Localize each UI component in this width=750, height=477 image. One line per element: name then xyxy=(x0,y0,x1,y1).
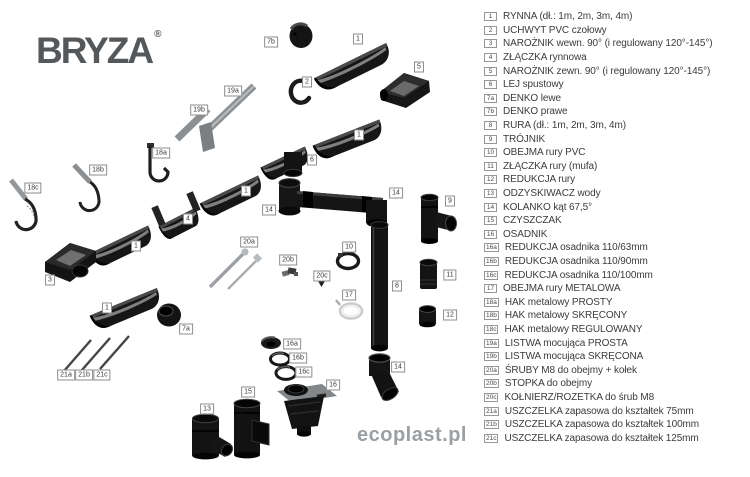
legend-item-number: 5 xyxy=(484,67,497,76)
legend-item-number: 15 xyxy=(484,216,497,225)
part-m8-screws-20a xyxy=(210,248,262,289)
part-spare-gaskets-21 xyxy=(64,336,129,371)
legend-item-label: ŚRUBY M8 do obejmy + kołek xyxy=(504,364,637,376)
legend-item-label: OBEJMA rury PVC xyxy=(503,147,586,159)
legend-item-number: 14 xyxy=(484,203,497,212)
legend-item-label: HAK metalowy PROSTY xyxy=(504,296,613,308)
diagram-callout-7b: 7b xyxy=(264,37,278,48)
legend-item-number: 20b xyxy=(486,380,497,388)
legend-item-number: 12 xyxy=(484,175,497,184)
legend-item-number: 17 xyxy=(484,284,497,293)
legend-item-21a xyxy=(484,404,748,418)
legend-item-number: 16 xyxy=(484,230,497,239)
legend-item-label: NAROŻNIK wewn. 90° (i regulowany 120°-145°) xyxy=(503,38,713,50)
legend-item-label: HAK metalowy REGULOWANY xyxy=(504,323,643,335)
part-end-cap-right-7b xyxy=(290,24,313,48)
legend-item-number: 13 xyxy=(484,189,497,198)
diagram-callout-9: 9 xyxy=(445,196,455,207)
part-pvc-pipe-clamp-10 xyxy=(338,253,359,269)
legend-item-number: 3 xyxy=(484,39,497,48)
diagram-callout-21a: 21a xyxy=(57,370,75,381)
part-gutter-1-middle xyxy=(199,175,266,219)
part-clamp-foot-20b xyxy=(282,267,298,276)
part-rosette-20c xyxy=(318,281,325,287)
legend-item-number: 16a xyxy=(486,244,497,252)
part-metal-pipe-clamp-17 xyxy=(336,300,362,319)
diagram-callout-21c: 21c xyxy=(93,370,110,381)
legend-item-number: 20a xyxy=(486,366,497,374)
legend-item-1 xyxy=(484,10,748,24)
diagram-callout-20b: 20b xyxy=(279,255,297,266)
diagram-callout-6: 6 xyxy=(307,155,317,166)
legend-item-16 xyxy=(484,228,748,242)
legend-item-number: 21c xyxy=(486,434,497,442)
diagram-callout-2: 2 xyxy=(302,77,312,88)
part-trap-reducer-16c xyxy=(276,367,296,380)
legend-item-12 xyxy=(484,173,748,187)
part-gutter-1-bottom xyxy=(89,288,164,332)
part-pipe-reducer-12 xyxy=(419,306,436,328)
legend-item-7a xyxy=(484,92,748,106)
legend-item-5 xyxy=(484,64,748,78)
legend-item-number: 8 xyxy=(484,121,497,130)
diagram-callout-4: 4 xyxy=(183,214,193,225)
diagram-callout-16b: 16b xyxy=(289,353,307,364)
legend-item-label: REDUKCJA rury xyxy=(503,174,576,186)
legend-item-number: 7a xyxy=(484,94,497,103)
legend-item-15 xyxy=(484,214,748,228)
legend-item-7b xyxy=(484,105,748,119)
brand-logo-text: BRYZA xyxy=(36,30,153,71)
legend-item-label: RURA (dł.: 1m, 2m, 3m, 4m) xyxy=(503,120,626,132)
diagram-callout-14: 14 xyxy=(262,205,276,216)
legend-item-number: 19a xyxy=(486,339,497,347)
legend-item-20c xyxy=(484,391,748,405)
legend-item-label: LEJ spustowy xyxy=(503,79,564,91)
legend-item-14 xyxy=(484,200,748,214)
legend-item-21c xyxy=(484,431,748,445)
diagram-callout-17: 17 xyxy=(342,290,356,301)
diagram-callout-18a: 18a xyxy=(152,148,170,159)
diagram-callout-8: 8 xyxy=(392,281,402,292)
legend-item-label: REDUKCJA osadnika 110/100mm xyxy=(504,269,653,281)
legend-item-label: ZŁĄCZKA rury (mufa) xyxy=(503,160,598,172)
legend-item-number: 18b xyxy=(486,312,497,320)
legend-item-18a xyxy=(484,295,748,309)
legend-item-number: 18a xyxy=(486,298,497,306)
legend-item-18b xyxy=(484,309,748,323)
legend-item-number: 9 xyxy=(484,135,497,144)
legend-item-label: REDUKCJA osadnika 110/63mm xyxy=(504,242,648,254)
part-gutter-connector-4 xyxy=(151,191,202,241)
part-downpipe-funnel-6 xyxy=(259,146,312,182)
diagram-callout-14: 14 xyxy=(389,188,403,199)
diagram-callout-16a: 16a xyxy=(283,339,301,350)
legend-item-label: LISTWA mocująca SKRĘCONA xyxy=(504,351,644,363)
legend-item-9 xyxy=(484,132,748,146)
legend-item-18c xyxy=(484,323,748,337)
legend-item-number: 21b xyxy=(486,421,497,429)
diagram-callout-12: 12 xyxy=(443,310,457,321)
diagram-callout-1: 1 xyxy=(353,34,363,45)
legend-item-label: OSADNIK xyxy=(503,228,548,240)
legend-item-number: 16c xyxy=(486,271,497,279)
diagram-callout-16c: 16c xyxy=(295,367,312,378)
legend-item-label: ZŁĄCZKA rynnowa xyxy=(503,52,587,64)
legend-item-2 xyxy=(484,24,748,38)
legend-item-6 xyxy=(484,78,748,92)
legend-item-label: RYNNA (dł.: 1m, 2m, 3m, 4m) xyxy=(503,11,633,23)
legend-item-number: 16b xyxy=(486,257,497,265)
part-gutter-1-lower xyxy=(89,225,156,269)
legend-item-20a xyxy=(484,363,748,377)
diagram-callout-19a: 19a xyxy=(224,86,242,97)
diagram-callout-1: 1 xyxy=(354,130,364,141)
diagram-callout-10: 10 xyxy=(342,242,356,253)
legend-item-label: ODZYSKIWACZ wody xyxy=(503,188,601,200)
legend-item-label: NAROŻNIK zewn. 90° (i regulowany 120°-145°) xyxy=(503,65,711,77)
legend-item-number: 11 xyxy=(484,162,497,171)
legend-item-label: USZCZELKA zapasowa do kształtek 125mm xyxy=(504,432,699,444)
diagram-callout-21b: 21b xyxy=(75,370,93,381)
part-outer-corner-5 xyxy=(380,73,430,108)
diagram-callout-18b: 18b xyxy=(89,165,107,176)
legend-item-label: KOŁNIERZ/ROZETKA do śrub M8 xyxy=(504,391,655,403)
part-end-cap-left-7a xyxy=(157,304,181,327)
legend-item-label: OBEJMA rury METALOWA xyxy=(503,283,621,295)
legend-item-label: KOLANKO kąt 67,5° xyxy=(503,201,593,213)
diagram-callout-3: 3 xyxy=(45,275,55,286)
legend-item-16a xyxy=(484,241,748,255)
legend-item-label: DENKO prawe xyxy=(503,106,568,118)
legend-item-label: DENKO lewe xyxy=(503,92,561,104)
legend-item-number: 7b xyxy=(484,107,497,116)
legend-item-17 xyxy=(484,282,748,296)
legend-item-number: 21a xyxy=(486,407,497,415)
legend-item-16c xyxy=(484,268,748,282)
legend-item-number: 1 xyxy=(484,12,497,21)
legend-list xyxy=(484,10,748,445)
legend-item-number: 20c xyxy=(486,393,497,401)
legend-item-10 xyxy=(484,146,748,160)
legend-item-3 xyxy=(484,37,748,51)
diagram-callout-19b: 19b xyxy=(190,105,208,116)
legend-item-number: 6 xyxy=(484,80,497,89)
diagram-callout-20a: 20a xyxy=(240,237,258,248)
legend-item-4 xyxy=(484,51,748,65)
legend-item-label: CZYSZCZAK xyxy=(503,215,562,227)
legend-item-16b xyxy=(484,255,748,269)
legend-item-20b xyxy=(484,377,748,391)
diagram-callout-5: 5 xyxy=(414,62,424,73)
legend-item-8 xyxy=(484,119,748,133)
website-text: ecoplast.pl xyxy=(357,424,467,446)
diagram-callout-11: 11 xyxy=(443,270,456,281)
diagram-callout-18c: 18c xyxy=(24,183,41,194)
legend-item-number: 10 xyxy=(484,148,497,157)
legend-item-19b xyxy=(484,350,748,364)
diagram-callout-14: 14 xyxy=(391,362,405,373)
part-gutter-1-top xyxy=(313,43,395,94)
part-downpipe-8 xyxy=(371,222,388,352)
legend-item-label: USZCZELKA zapasowa do kształtek 100mm xyxy=(504,419,700,431)
legend-item-number: 18c xyxy=(486,325,497,333)
legend-item-11 xyxy=(484,160,748,174)
diagram-callout-20c: 20c xyxy=(313,271,330,282)
legend-item-label: LISTWA mocująca PROSTA xyxy=(504,337,628,349)
part-trap-reducer-16b xyxy=(271,353,290,365)
legend-item-label: TRÓJNIK xyxy=(503,133,546,145)
part-water-collector-13 xyxy=(192,414,235,459)
legend-item-21b xyxy=(484,418,748,432)
diagram-callout-1: 1 xyxy=(131,241,141,252)
diagram-callout-7a: 7a xyxy=(179,324,193,335)
legend-item-number: 19b xyxy=(486,353,497,361)
legend-item-label: STOPKA do obejmy xyxy=(504,378,593,390)
part-trap-reducer-16a xyxy=(261,337,281,349)
diagram-callout-16: 16 xyxy=(326,380,340,391)
diagram-callout-1: 1 xyxy=(102,303,112,314)
part-pipe-coupler-11 xyxy=(420,259,437,289)
diagram-callout-1: 1 xyxy=(241,186,251,197)
legend-item-13 xyxy=(484,187,748,201)
diagram-callout-15: 15 xyxy=(241,387,255,398)
registered-trademark-symbol: ® xyxy=(154,29,162,40)
diagram-callout-13: 13 xyxy=(200,404,214,415)
legend-item-number: 4 xyxy=(484,53,497,62)
legend-item-label: USZCZELKA zapasowa do kształtek 75mm xyxy=(504,405,694,417)
legend-item-label: HAK metalowy SKRĘCONY xyxy=(504,310,628,322)
part-sediment-trap-16 xyxy=(277,384,337,437)
part-cleanout-15 xyxy=(234,399,269,458)
legend-item-label: UCHWYT PVC czołowy xyxy=(503,24,607,36)
part-gutter-1-upper-right xyxy=(312,119,386,161)
legend-item-label: REDUKCJA osadnika 110/90mm xyxy=(504,255,648,267)
legend-item-number: 2 xyxy=(484,26,497,35)
legend-item-19a xyxy=(484,336,748,350)
